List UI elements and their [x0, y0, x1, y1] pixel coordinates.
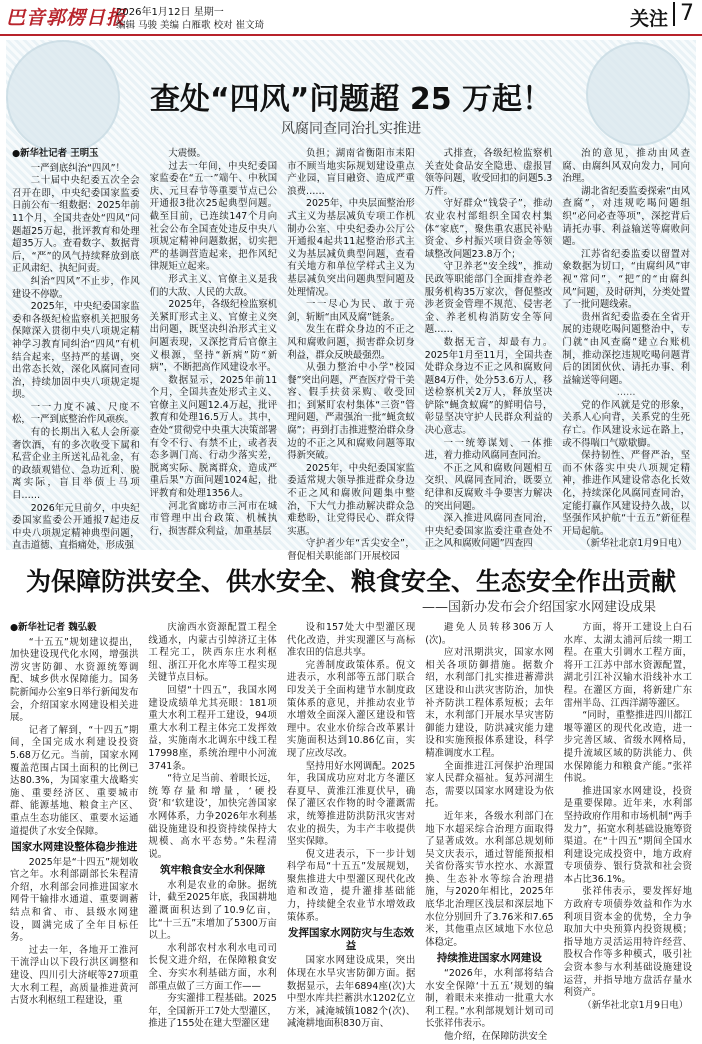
subheading: 国家水网建设整体稳步推进	[11, 841, 138, 854]
paragraph: （新华社北京1月9日电）	[581, 538, 687, 550]
paragraph: 2025年，各级纪检监察机关紧盯形式主义、官僚主义突出问题，既坚决纠治形式主义问题表现，又深挖背后官僚主义根源，坚持“新病”防“新病”，不断把高作风建设水平。	[149, 299, 278, 374]
paragraph: 张祥伟表示，要发挥好地方政府专项债券效益和作为水利项目资本金的优势，全力争取加大中央预算内投资规模；指导地方灵活运用特许经营、股权合作等多种模式，吸引社会资本参与水利基础设施建设运营，并指导地方盘活存量水利资产。	[563, 886, 693, 999]
paragraph: 2025年是“十四五”规划收官之年。水利部副部长朱程清介绍，水利部会同推进国家水网骨干输排水通道、重要调蓄结点和省、市、县级水网建设，圆满完成了全年目标任务。	[10, 856, 139, 944]
paragraph: 大震慑。	[168, 148, 206, 159]
article1-column	[12, 148, 140, 552]
paragraph: “同时，重整推进四川都江堰等灌区的现代化改造，进一步完善区域、省级水网格局，提升流域区域的防洪能力、供水保障能力和粮食产能。”张祥伟说。	[563, 710, 693, 785]
paragraph: 一一力度不减、尺度不松，一严到底整治作风顽疾。	[12, 401, 140, 426]
paragraph: 纠治“四风”不止步，作风建设不停歇。	[12, 275, 140, 300]
paragraph: 湖北省纪委监委探索“由风查腐”，对违规吃喝问题组织“必问必查等项”，深挖背后请托办事、利益输送等腐败问题。	[562, 185, 690, 248]
subheading: 发挥国家水网防灾与生态效益	[288, 927, 415, 952]
paragraph: 避免人员转移306万人(次)。	[425, 622, 554, 646]
section-name: 关注	[629, 8, 668, 30]
article1-column	[150, 148, 278, 540]
article2-column	[425, 622, 554, 1042]
paragraph: 2025年，中央纪委国家监委适常规大领导推进群众身边不正之风和腐败问题集中整治，下大气力推动解决群众急难愁盼，让党得民心、群众得实惠。	[287, 462, 415, 537]
paragraph: 国家水网建设成果，突出体现在水旱灾害防御方面。据数据显示，去年6894座(次)大中型水库共拦蓄洪水1202亿立方米，减淹城镇1082个(次)、减淹耕地面积830万亩、	[286, 955, 416, 1030]
paragraph: 2025年，中央纪委国家监委和各级纪检监察机关把服务保障深入贯彻中央八项规定精神学习教育同纠治“四风”有机结合起来，坚持严的基调，突出常态长效，深化风腐同查同治，持续加固中央八项规定堤坝。	[12, 301, 140, 401]
paragraph: 全面推进江河保护治理国家人民群众福祉。复苏河湖生态，需要以国家水网建设为依托。	[425, 760, 554, 810]
paragraph: 回望“十四五”，我国水网建设成绩单尤其亮眼：181项重大水利工程开工建设，94项重大水利工程主体完工发挥效益，实施南水北调东中线工程17998座，系统治理中小河流3741条。	[148, 684, 277, 772]
paragraph: 推进国家水网建设，投资是重要保障。近年来，水利部坚持政府作用和市场机制“两手发力”，拓宽水利基础设施筹资渠道。在“十四五”期间全国水利建设完成投资中，地方政府专项债券、银行贷款和社会资本占比36.1%。	[563, 785, 693, 885]
paragraph: 一严到底纠治“四风”！	[30, 162, 125, 174]
paragraph: 他介绍，在保障防洪安全	[444, 1031, 548, 1042]
paragraph: 守护者少年“舌尖安全”，督促相关职能部门开展校园	[287, 538, 415, 562]
paragraph: 完善制度政策体系。倪文进表示，水利部等五部门联合印发关于全面构建节水制度政策体系的意见，并推动农业节水增效全面深入灌区建设和管理中。农业水价综合改革累计实施面积达到10.86亿亩，实现了应改尽改。	[286, 659, 416, 759]
paragraph: 近年来，各级水利部门在地下水超采综合治理方面取得了显著成效。水利部总规划师吴文庆表示，通过智能预报相关省份落实节水控水、水源置换、生态补水等综合治理措施，与2020年相比，2025年底华北治理区浅层和深层地下水位分别回升了3.76米和7.65米，其他重点区域地下水位总体稳定。	[425, 810, 554, 948]
paragraph: 2026年元旦前夕，中央纪委国家监委公开通报7起违反中央八项规定精神典型问题，直击道德、直指痛处，形成强	[12, 502, 140, 552]
paragraph: （新华社北京1月9日电）	[582, 999, 689, 1011]
paragraph: 深入推进风腐同查同治，中央纪委国家监委注重查处不正之风和腐败问题”四查四	[424, 513, 553, 550]
paragraph: 保持韧性、严督严治，坚而不休落实中央八项规定精神，推进作风建设常态化长效化，持续深化风腐同查同治，定能打赢作风建设持久战，以坚强作风护航“十五五”新征程开局起航。	[562, 450, 690, 537]
paragraph: 一一统筹谋划、一体推进，着力推动风腐同查同治。	[424, 437, 553, 462]
paragraph: 江苏省纪委监委以留置对象数据为切口，“由腐纠风”审视“常问”，“把”的“由腐纠风”问题，及时研判，分类处置了一批问题线索。	[562, 248, 690, 311]
article1-column	[562, 148, 690, 550]
masthead	[0, 0, 702, 36]
paragraph: 守好群众“钱袋子”，推动农业农村部组织全国农村集体“家底”，聚焦重农惠民补贴资金、乡村振兴项目资金等领域整改问题23.8万个；	[424, 198, 553, 260]
article2-column	[148, 622, 277, 1030]
paragraph: 一一尽心为民、敢于亮剑，斩断“由风及腐”链条。	[287, 299, 415, 323]
paragraph: 庆渝西水资源配置工程全线通水，内蒙古引绰济辽主体工程完工，陕西东庄水利枢纽、浙江开化水库等工程实现关键节点目标。	[148, 622, 277, 684]
paragraph: 党的作风就是党的形象，关系人心向背，关系党的生死存亡。作风建设永远在路上，或不得喘口气歇歇脚。	[562, 399, 690, 449]
paragraph: “待立足当前、着眼长远，统筹存量和增量，‘硬投资’和‘软建设’，加快完善国家水网体系，力争2026年水利基础设施建设和投资持续保持大规模、高水平态势。”朱程清说。	[148, 773, 277, 860]
article-1-body	[12, 148, 690, 562]
paragraph: 水利部农村水利水电司司长倪文进介绍，在保障粮食安全、夯实水利基础方面，水利部重点做了三方面工作——	[148, 942, 277, 992]
paragraph: 形式主义、官僚主义是我们的大敌、人民的大敌。	[149, 273, 278, 298]
paragraph: 守卫养老“安全线”，推动民政等职能部门全面排查养老服务机构35万家次，督促整改涉老资金管理不规范、侵害老金、养老机构消防安全等问题……	[424, 261, 553, 336]
paragraph: 水利是农业的命脉。据统计，截至2025年底，我国耕地灌溉面积达到了10.9亿亩，比“十三五”末增加了5300万亩以上。	[148, 879, 277, 942]
paragraph: 夯实灌排工程基础。2025年，全国新开工7处大型灌区，推进了155处在建大型灌区建	[148, 993, 277, 1030]
article-2-body	[10, 622, 693, 1042]
paragraph: 河北省廊坊市三河市在城市管理中出台政策、机械执行，损害群众利益，加重基层	[149, 500, 278, 537]
paragraph: 不正之风和腐败问题相互交织、风腐同查同治，既要立纪律和反腐败斗争要害力解决的突出问题。	[424, 462, 553, 512]
article-1	[6, 40, 696, 562]
paragraph: 应对汛期洪灾，国家水网相关各项防御措施。据数介绍，水利部门扎实推进蓄滞洪区建设和山洪灾害防治，加快补齐防洪工程体系短板；去年末，水利部门开展水旱灾害防御能力建设，防洪减灾能力建设和实施预报体系建设，科学精准调度水工程。	[425, 647, 554, 759]
article1-column	[287, 148, 415, 562]
page-number: 7	[673, 2, 694, 26]
article-2-subtitle: ——国新办发布会介绍国家水网建设成果	[421, 600, 656, 615]
paragraph: 过去一年，各地开工淮河干流浮山以下段行洪区调整和建设、四川引大济岷等27项重大水利工程，高质量推进黄河古贤水利枢纽工程建设，重	[10, 944, 139, 1007]
paragraph: 方面，将开工建设上白石水库、太湖太浦河后续一期工程。在重大引调水工程方面，将开工江苏中部水资源配置，湖北引江补汉输水沿线补水工程。在灌区方面，将新建广东雷州半岛、江西洋湖等灌区。	[563, 622, 693, 709]
paragraph: 记者了解到，“十四五”期间，全国完成水利建设投资5.68万亿元。当前，国家水网覆盖范围占国土面积的比例已达80.3%，为国家重大战略实施、重要经济区、重要城市群、能源基地、粮食主产区、重点生态功能区、重要水运通道提供了水安全保障。	[10, 724, 139, 837]
paragraph: 从强力整治中小学“校园餐”突出问题，严查医疗骨干美容、假手扶贫采购、收受回扣；到紧盯农村集体“三资”管理问题，严肃强治一批“蝇贪蚁腐”；再到打击推进整治群众身边的不正之风和腐败问题等取得新突破。	[287, 362, 415, 462]
paragraph: 有的长期出入私人会所豪奢饮酒，有的多次收受下属和私营企业主所送礼品礼金，有的政绩观错位、急功近利、脱离实际，盲目举债上马项目……	[12, 427, 140, 502]
paragraph: 设和157处大中型灌区现代化改造，并实现灌区与高标准农田的信息共享。	[286, 622, 416, 659]
paragraph: 坚持用好水网调配。2025年，我国成功应对北方冬灌区春夏早、黄淮江淮夏伏早，确保了灌区农作物的时令灌溉需求，统筹推进防洪防汛灾害对农业的损失，为丰产丰收提供坚实保障。	[286, 760, 416, 848]
byline: ●新华社记者 魏弘毅	[10, 622, 97, 633]
paragraph: 二十届中央纪委五次全会召开在即，中央纪委国家监委日前公布一组数据：2025年前11个月，全国共查处“四风”问题超25万起，批评教育和处理超35万人。查看数字、数据背后，“严”的风气持续释放到底正风肃纪、执纪问责。	[12, 175, 140, 275]
article1-column	[424, 148, 553, 550]
subheading: 持续推进国家水网建设	[436, 952, 542, 965]
subheading: 筑牢粮食安全水利保障	[160, 864, 266, 877]
issue-date: 2026年1月12日 星期一	[116, 7, 224, 18]
article-2	[6, 556, 696, 1042]
paragraph: 倪文进表示，下一步计划科学布局“十五五”发展规划，聚焦推进大中型灌区现代化改造和改造，提升灌排基础能力，持续健全农业节水增效政策体系。	[286, 848, 416, 923]
paragraph: 负担；湖南省衡阳市耒阳市不顾当地实际规划建设重点产业园，盲目融资、造成严重浪费……	[287, 148, 415, 197]
paragraph: 过去一年间，中央纪委国家监委在“五一”端午、中秋国庆、元旦春节等重要节点已公开通报3批次25起典型问题。截至目前，已连续147个月向社会公布全国查处违反中央八项规定精神问题数据，切实把严的基调营造起来，把作风纪律规矩立起来。	[149, 160, 278, 273]
article-2-title: 为保障防洪安全、供水安全、粮食安全、生态安全作出贡献	[25, 567, 676, 596]
paragraph: ……	[616, 387, 636, 399]
paragraph: 数据无言，却最有力。2025年1月至11月，全国共查处群众身边不正之风和腐败问题84万件，处分53.6万人，移送检察机关2万人，释放坚决铲除“蝇贪蚁腐”的鲜明信号，彰显坚决守护人民群众利益的决心意志。	[424, 336, 553, 437]
paragraph: 2025年，中央层面整治形式主义为基层减负专项工作机制办公室、中央纪委办公厅公开通报4起共11起整治形式主义为基层减负典型问题，查看有关地方和单位学样式主义为基层减负突出问题典型问题及处理情况。	[287, 198, 415, 298]
article-1-title: 查处“四风”问题超 25 万起！	[149, 82, 553, 117]
paragraph: 治的意见，推动由风查腐、由腐纠风双向发力，同向治理。	[562, 148, 690, 185]
article2-column	[10, 622, 138, 1018]
paragraph: 数据显示，2025年前11个月，全国共查处形式主义、官僚主义问题12.4万起，批评教育和处理16.5万人。其中，查处“贯彻党中央重大决策部署有令不行、有禁不止，或者表态多调门高、行动少落实差，脱离实际、脱离群众，造成严重后果”方面问题1024起，批评教育和处理1356人。	[149, 374, 278, 500]
paragraph: 贵州省纪委监委在全省开展的违规吃喝问题整治中，专门就“由风查腐”建立台账机制，推动深挖违规吃喝问题背后的团团伙伙、请托办事、利益输送等问题。	[562, 311, 690, 386]
article-1-subtitle: 风腐同查同治扎实推进	[281, 121, 421, 137]
paragraph: 式排查，各级纪检监察机关查处食品安全隐患、虚报冒领等问题，收受回扣的问题5.3万件。	[424, 148, 553, 197]
byline: ●新华社记者 王明玉	[12, 148, 99, 159]
paragraph: “2026年，水利部将结合水安全保障‘十五五’规划的编制，着眼未来推动一批重大水利工程。”水利部规划计划司司长张祥伟表示。	[425, 968, 554, 1030]
paragraph: 发生在群众身边的不正之风和腐败问题，损害群众切身利益，群众反映最强烈。	[287, 324, 415, 361]
article2-column	[286, 622, 416, 1030]
article2-column	[564, 622, 692, 1018]
editorial-staff: 编辑 马骏 美编 白雁歌 校对 崔文琦	[116, 20, 265, 31]
paragraph: “十五五”规划建议提出，加快建设现代化水网，增强洪涝灾害防御、水资源统筹调配、城乡供水保障能力。国务院新闻办公室9日举行新闻发布会，介绍国家水网建设相关进展。	[10, 636, 139, 724]
newspaper-logo: 巴音郭楞日报	[6, 7, 127, 29]
